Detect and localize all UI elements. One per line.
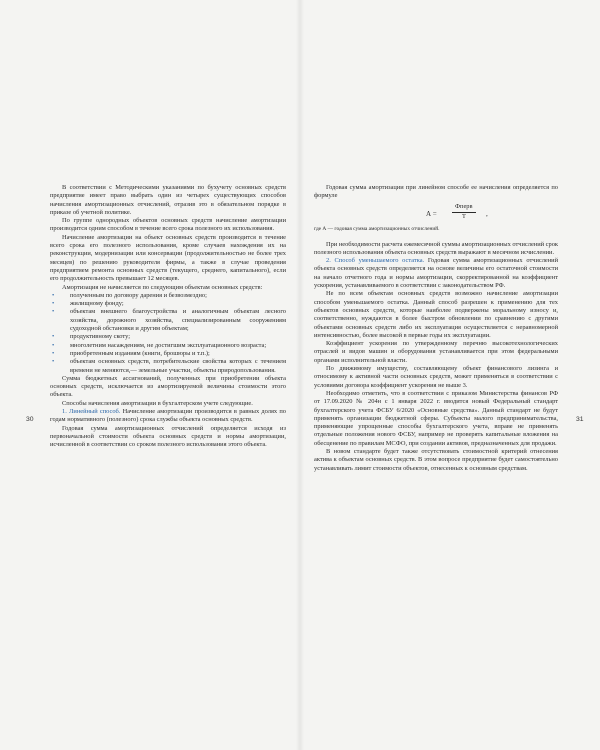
- left-text-column: [50, 184, 286, 450]
- method-text: Начисление амортизации производится в равных долях по годам нормативного (полезного) срока службы объекта основных средств.: [50, 408, 286, 424]
- formula-trail: ,: [486, 209, 488, 218]
- list-item: [50, 333, 286, 341]
- list-item: [50, 358, 286, 375]
- paragraph: При необходимости расчета ежемесячной суммы амортизационных отчислений срок полезного использования объекта основных средств выражают в месячном исчислении.: [314, 240, 558, 256]
- list-item-text: многолетним насаждениям, не достигшим эксплуатационного возраста;: [70, 341, 267, 349]
- paragraph: В соответствии с Методическими указаниями по бухучету основных средств предприятие имеет право выбрать один из четырех существующих способов начисления амортизационных отчислений, отразив это в обязательном порядке в приказе об учетной политике.: [50, 184, 286, 216]
- list-item-text: жилищному фонду;: [70, 300, 124, 308]
- method-paragraph: [50, 408, 286, 425]
- paragraph: Необходимо отметить, что в соответствии с приказом Министерства финансов РФ от 17.09.2020 № 204н с 1 января 2022 г. вводится новый Федеральный стандарт бухгалтерского учета ФСБУ 6/2020 «Основные средства». Данный стандарт не будут применять организации бюджетной сферы. Субъекты малого предпринимательства, применяющие упрощенные способы бухгалтерского учета, вправе не применять отдельные положения нового ФСБУ, например не проверять капитальные вложения на обесценение по правилам МСФО, при создании активов, предназначенных для продажи.: [314, 389, 558, 447]
- list-item: [50, 342, 286, 350]
- bullet-icon: •: [52, 333, 55, 341]
- paragraph: Коэффициент ускорения по утвержденному перечню высокотехнологических отраслей и видов машин и оборудования устанавливается при этом федеральными органами исполнительной власти.: [314, 340, 558, 364]
- paragraph: Начисление амортизации на объект основных средств производится в течение всего срока его полезного использования, кроме случаев нахождения их на реконструкции, модернизации или консервации (продолжительностью не более трех месяцев) по решению руководителя фирмы, а также в случае проведения предприятием ремонта основных средств (текущего, среднего, капитального), если его продолжительность превышает 12 месяцев.: [50, 233, 286, 283]
- paragraph: В новом стандарте будет также отсутствовать стоимостной критерий отнесения актива к объектам основных средств. В этом вопросе предприятие будет самостоятельно устанавливать лимит стоимости объектов, отнесенных к основным средствам.: [314, 448, 558, 472]
- paragraph: По движимому имуществу, составляющему объект финансового лизинга и относимому к активной части основных средств, может применяться в соответствии с условиями договора коэффициент ускорения не выше 3.: [314, 365, 558, 389]
- bullet-icon: •: [52, 308, 55, 316]
- method-heading-linear: 1. Линейный способ.: [62, 408, 121, 416]
- list-item-text: объектам внешнего благоустройства и аналогичным объектам лесного хозяйства, дорожного хозяйства, специализированным сооружениям судоходной обстановки и другим объектам;: [70, 308, 286, 333]
- right-text-column: [314, 184, 558, 473]
- method-text: Годовая сумма амортизационных отчислений объекта основных средств определяется на основе величины его остаточной стоимости на начало отчетного года и нормы амортизации, скорректированной на коэффициент ускорения, устанавливаемого в соответствии с законодательством РФ.: [314, 257, 558, 290]
- paragraph: Годовая сумма амортизационных отчислений определяется исходя из первоначальной стоимости объекта основных средств и нормы амортизации, исчисленной в соответствии со сроком полезного использования этого объекта.: [50, 424, 286, 449]
- list-item-text: полученным по договору дарения и безвозмездно;: [70, 291, 207, 299]
- list-item: [50, 308, 286, 333]
- list-item: [50, 350, 286, 358]
- paragraph: По группе однородных объектов основных средств начисление амортизации производится одним способом в течение всего срока полезного их использования.: [50, 217, 286, 233]
- list-item-text: объектам основных средств, потребительские свойства которых с течением времени не меняются,— земельные участки, объекты природопользования.: [70, 358, 286, 374]
- paragraph: Сумма бюджетных ассигнований, полученных при приобретении объекта основных средств, исключается из амортизируемой величины стоимости этого объекта.: [50, 374, 286, 399]
- bullet-icon: •: [52, 349, 55, 357]
- bullet-icon: •: [52, 291, 55, 299]
- depreciation-formula: [314, 202, 558, 224]
- list-item: [50, 300, 286, 308]
- page-number-left: 30: [26, 416, 34, 423]
- right-page: [300, 0, 600, 750]
- formula-denominator: Т: [462, 212, 466, 220]
- list-item-text: продуктивному скоту;: [70, 333, 130, 341]
- exclusion-list: [50, 292, 286, 375]
- formula-numerator: Фперв: [452, 203, 476, 213]
- paragraph: Годовая сумма амортизации при линейном способе ее начисления определяется по формуле: [314, 184, 558, 200]
- page-number-right: 31: [576, 416, 584, 423]
- list-item-text: приобретенным изданиям (книги, брошюры и т.п.);: [70, 349, 210, 357]
- method-heading-declining: 2. Способ уменьшаемого остатка.: [326, 257, 425, 265]
- paragraph: Не по всем объектам основных средств возможно начисление амортизации способом уменьшаемого остатка. Данный способ разрешен к применению для тех объектов основных средств, которые наиболее подвержены моральному износу и, соответственно, нуждаются в более быстром обновлении по сравнению с другими объектами основных средств либо их эксплуатация осуществляется с неравномерной интенсивностью, более высокой в первые годы их эксплуатации.: [314, 290, 558, 339]
- formula-note: где А — годовая сумма амортизационных отчислений.: [314, 225, 440, 232]
- paragraph: Способы начисления амортизации в бухгалтерском учете следующие.: [62, 399, 253, 407]
- list-item: [50, 292, 286, 300]
- bullet-icon: •: [52, 300, 55, 308]
- bullet-icon: •: [52, 341, 55, 349]
- bullet-icon: •: [52, 358, 55, 366]
- formula-lhs: А =: [426, 209, 437, 218]
- method-paragraph: [314, 257, 558, 290]
- paragraph: Амортизация не начисляется по следующим объектам основных средств:: [62, 283, 263, 291]
